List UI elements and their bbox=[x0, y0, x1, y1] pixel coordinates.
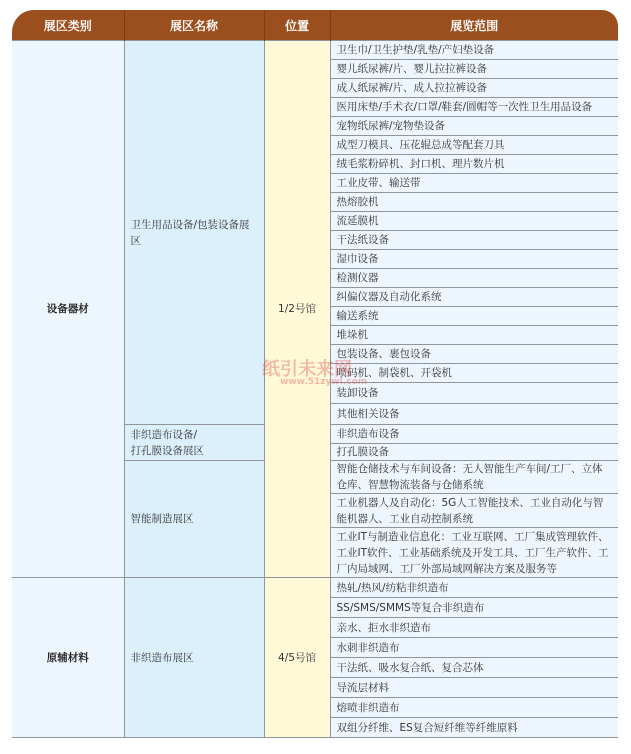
scope-item: 堆垛机 bbox=[330, 326, 618, 345]
scope-item: 水刺非织造布 bbox=[330, 638, 618, 658]
location-cell: 4/5号馆 bbox=[264, 578, 330, 738]
scope-item: 装卸设备 bbox=[330, 383, 618, 404]
scope-item: 熔喷非织造布 bbox=[330, 698, 618, 718]
header-location: 位置 bbox=[264, 10, 330, 41]
table-row bbox=[12, 578, 618, 598]
scope-item: 亲水、拒水非织造布 bbox=[330, 618, 618, 638]
watermark-text: 纸引未来网 bbox=[262, 359, 352, 380]
scope-item: SS/SMS/SMMS等复合非织造布 bbox=[330, 598, 618, 618]
scope-item: 成人纸尿裤/片、成人拉拉裤设备 bbox=[330, 79, 618, 98]
zone-name-cell: 卫生用品设备/包装设备展区 bbox=[124, 41, 264, 425]
scope-item: 医用床垫/手术衣/口罩/鞋套/圆帽等一次性卫生用品设备 bbox=[330, 98, 618, 117]
zone-name-cell: 智能制造展区 bbox=[124, 461, 264, 578]
scope-item: 绒毛浆粉碎机、封口机、理片数片机 bbox=[330, 155, 618, 174]
exhibition-table-container bbox=[12, 10, 618, 738]
scope-item: 工业机器人及自动化：5G人工智能技术、工业自动化与智能机器人、工业自动控制系统 bbox=[330, 494, 618, 528]
scope-item: 包装设备、裹包设备 bbox=[330, 345, 618, 364]
scope-item: 婴儿纸尿裤/片、婴儿拉拉裤设备 bbox=[330, 60, 618, 79]
scope-item: 导流层材料 bbox=[330, 678, 618, 698]
zone-name-line2: 打孔膜设备展区 bbox=[130, 444, 204, 457]
scope-item: 非织造布设备 bbox=[330, 425, 618, 444]
zone-name-cell: 非织造布展区 bbox=[124, 578, 264, 738]
scope-item: 输送系统 bbox=[330, 307, 618, 326]
scope-item: 卫生巾/卫生护垫/乳垫/产妇垫设备 bbox=[330, 41, 618, 60]
zone-name-cell bbox=[124, 425, 264, 461]
scope-item: 工业皮带、输送带 bbox=[330, 174, 618, 193]
header-category: 展区类别 bbox=[12, 10, 124, 41]
scope-item: 工业IT与制造业信息化：工业互联网、工厂集成管理软件、工业IT软件、工业基础系统及开发工具、工厂生产软件、工厂内局域网、工厂外部局域网解决方案及服务等 bbox=[330, 528, 618, 578]
watermark-url: www.51zywl.com bbox=[280, 377, 368, 387]
scope-item: 湿巾设备 bbox=[330, 250, 618, 269]
scope-item: 其他相关设备 bbox=[330, 404, 618, 425]
category-cell: 原辅材料 bbox=[12, 578, 124, 738]
scope-item: 智能仓储技术与车间设备：无人智能生产车间/工厂、立体仓库、智慧物流装备与仓储系统 bbox=[330, 461, 618, 494]
scope-item: 打孔膜设备 bbox=[330, 444, 618, 461]
scope-item: 干法纸、吸水复合纸、复合芯体 bbox=[330, 658, 618, 678]
table-header-row bbox=[12, 10, 618, 41]
table-row bbox=[12, 41, 618, 60]
zone-name-line1: 非织造布设备/ bbox=[130, 428, 198, 441]
scope-item: 热熔胶机 bbox=[330, 193, 618, 212]
scope-item: 干法纸设备 bbox=[330, 231, 618, 250]
scope-item: 热轧/热风/纺粘非织造布 bbox=[330, 578, 618, 598]
scope-item: 流延膜机 bbox=[330, 212, 618, 231]
scope-item: 喷码机、制袋机、开袋机 bbox=[330, 364, 618, 383]
exhibition-zone-table bbox=[12, 10, 618, 738]
category-cell: 设备器材 bbox=[12, 41, 124, 578]
scope-item: 纠偏仪器及自动化系统 bbox=[330, 288, 618, 307]
scope-item: 检测仪器 bbox=[330, 269, 618, 288]
header-zone-name: 展区名称 bbox=[124, 10, 264, 41]
scope-item: 双组分纤维、ES复合短纤维等纤维原料 bbox=[330, 718, 618, 738]
header-scope: 展览范围 bbox=[330, 10, 618, 41]
scope-item: 宠物纸尿裤/宠物垫设备 bbox=[330, 117, 618, 136]
location-cell: 1/2号馆 bbox=[264, 41, 330, 578]
scope-item: 成型刀模具、压花辊总成等配套刀具 bbox=[330, 136, 618, 155]
